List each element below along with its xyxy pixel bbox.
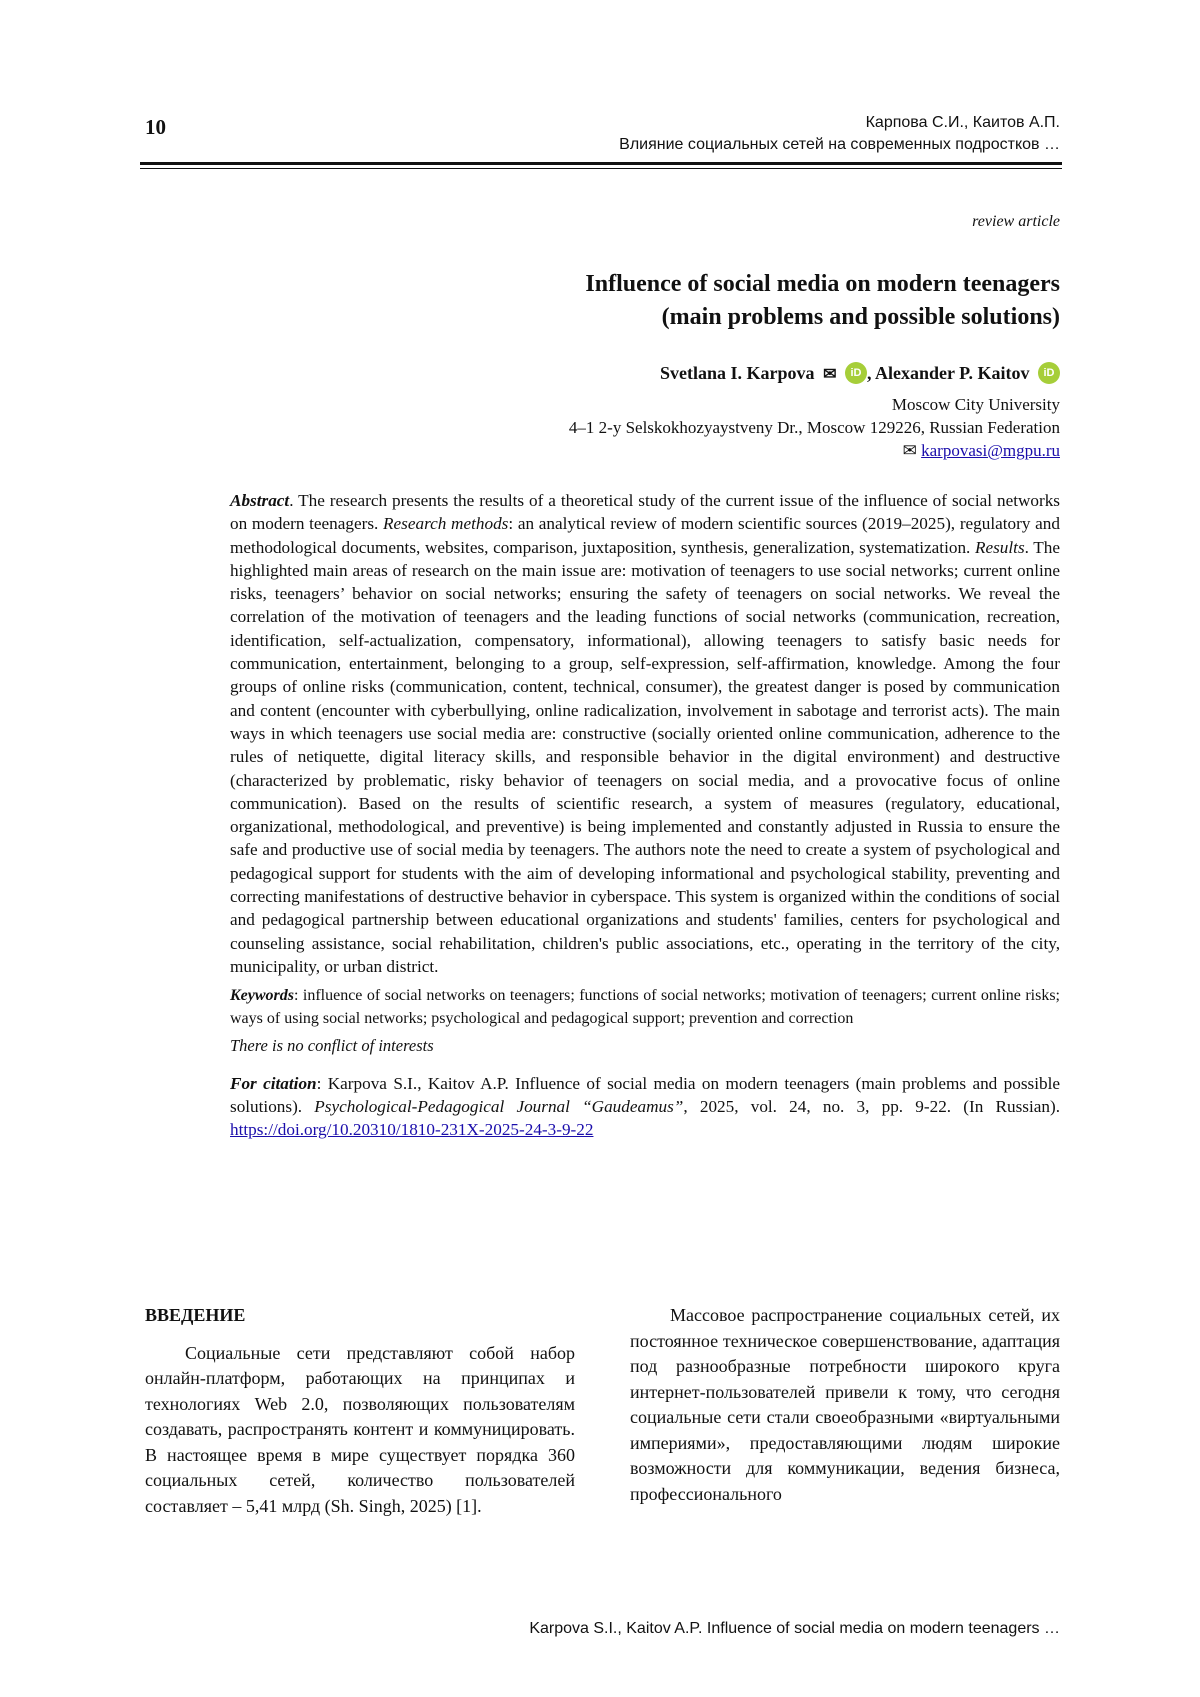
author-separator: , (866, 363, 875, 383)
citation-journal: Psychological-Pedagogical Journal “Gaudeamus” (314, 1096, 684, 1116)
keywords (230, 984, 1060, 1030)
keywords-label: Keywords (230, 987, 294, 1005)
affiliation (569, 393, 1060, 462)
mail-icon: ✉ (902, 441, 917, 460)
citation-details: , 2025, vol. 24, no. 3, pp. 9-22. (In Russian). (683, 1096, 1060, 1116)
article-type: review article (972, 213, 1060, 230)
abstract-methods-label: Research methods (383, 514, 509, 534)
citation-label: For citation (230, 1073, 317, 1093)
author-1-name: Svetlana I. Karpova (660, 363, 815, 383)
keywords-text: : influence of social networks on teenagers; functions of social networks; motivation of teenagers; current online risks; ways of using social networks; psychological and pedagogical support; prevention and correction (230, 987, 1060, 1028)
envelope-icon: ✉ (823, 366, 837, 383)
conflict-statement: There is no conflict of interests (230, 1036, 434, 1056)
section-heading: ВВЕДЕНИЕ (145, 1305, 246, 1325)
abstract-text (230, 489, 1060, 978)
intro-left-column (145, 1303, 575, 1519)
header-rule-thick (140, 162, 1062, 165)
abstract-results: . The highlighted main areas of research on the main issue are: motivation of teenagers to use social networks; current online risks, teenagers’ behavior on social networks; ensuring the safety of teenagers on social networks. We reveal the correlation of the motivation of teenagers and the leading functions of social networks (communication, recreation, identification, self-actualization, compensatory, informational), allowing teenagers to satisfy basic needs for communication, entertainment, belonging to a group, self-expression, self-affirmation, knowledge. Among the four groups of online risks (communication, content, technical, consumer), the greatest danger is posed by communication and content (encounter with cyberbullying, online radicalization, involvement in sabotage and terrorist acts). The main ways in which teenagers use social media are: constructive (socially oriented online communication, adherence to the rules of netiquette, digital literacy skills, and responsible behavior in the digital environment) and destructive (characterized by problematic, risky behavior of teenagers on social media, and a provocative focus of online communication). Based on the results of scientific research, a system of measures (regulatory, educational, organizational, methodological, and preventive) is being implemented and constantly adjusted in Russia to ensure the safe and productive use of social media by teenagers. The authors note the need to create a system of psychological and pedagogical support for students with the aim of developing informational and psychological stability, preventing and correcting manifestations of destructive behavior in cyberspace. This system is organized within the conditions of social and pedagogical partnership between educational organizations and students' families, centers for psychological and counseling assistance, social rehabilitation, children's public associations, etc., operating in the territory of the city, municipality, or urban district. (230, 537, 1060, 976)
abstract-intro: . The research presents the results of a theoretical study of the current issue of the influence of social networks on modern teenagers. (230, 491, 1060, 534)
header-rule-thin (140, 168, 1062, 169)
article-title (360, 268, 1060, 334)
orcid-icon[interactable]: iD (845, 362, 867, 384)
abstract-results-label: Results (974, 537, 1025, 557)
running-header-title: Влияние социальных сетей на современных подростков … (619, 136, 1060, 153)
doi-link[interactable]: https://doi.org/10.20310/1810-231X-2025-24-3-9-22 (230, 1120, 594, 1140)
page-number: 10 (145, 115, 166, 139)
intro-paragraph-2: Массовое распространение социальных сетей, их постоянное техническое совершенствование, адаптация под разнообразные потребности широкого круга интернет-пользователей привели к тому, что сегодня социальные сети стали своеобразными «виртуальными империями», предоставляющими людям широкие возможности для коммуникации, ведения бизнеса, профессионального (630, 1305, 1060, 1504)
article-title-line-1: Influence of social media on modern teenagers (585, 271, 1060, 297)
citation-text: : Karpova S.I., Kaitov A.P. Influence of social media on modern teenagers (main problems and possible solutions). (230, 1073, 1060, 1116)
affiliation-address: 4–1 2-y Selskokhozyaystveny Dr., Moscow 129226, Russian Federation (568, 418, 1060, 437)
abstract-block (230, 489, 1060, 1141)
intro-paragraph-1: Социальные сети представляют собой набор онлайн-платформ, работающих на принципах и технологиях Web 2.0, позволяющих пользователям создавать, распространять контент и коммуницировать. В настоящее время в мире существует порядка 360 социальных сетей, количество пользователей составляет – 5,41 млрд (Sh. Singh, 2025) [1]. (145, 1342, 575, 1516)
affiliation-email-row (569, 439, 1060, 462)
citation (230, 1072, 1060, 1142)
running-footer: Karpova S.I., Kaitov A.P. Influence of social media on modern teenagers … (529, 1620, 1060, 1637)
abstract-methods: : an analytical review of modern scientific sources (2019–2025), regulatory and methodological documents, websites, comparison, juxtaposition, synthesis, generalization, systematization. (230, 514, 1060, 557)
intro-right-column (630, 1303, 1060, 1507)
orcid-icon[interactable]: iD (1038, 362, 1060, 384)
running-header-authors: Карпова С.И., Каитов А.П. (865, 114, 1060, 131)
abstract-label: Abstract (230, 491, 290, 510)
affiliation-university: Moscow City University (891, 395, 1060, 414)
author-2-name: Alexander P. Kaitov (874, 363, 1030, 383)
running-header (619, 112, 1060, 156)
author-email-link[interactable]: karpovasi@mgpu.ru (921, 441, 1060, 460)
author-line (660, 362, 1060, 384)
article-title-line-2: (main problems and possible solutions) (661, 304, 1060, 330)
